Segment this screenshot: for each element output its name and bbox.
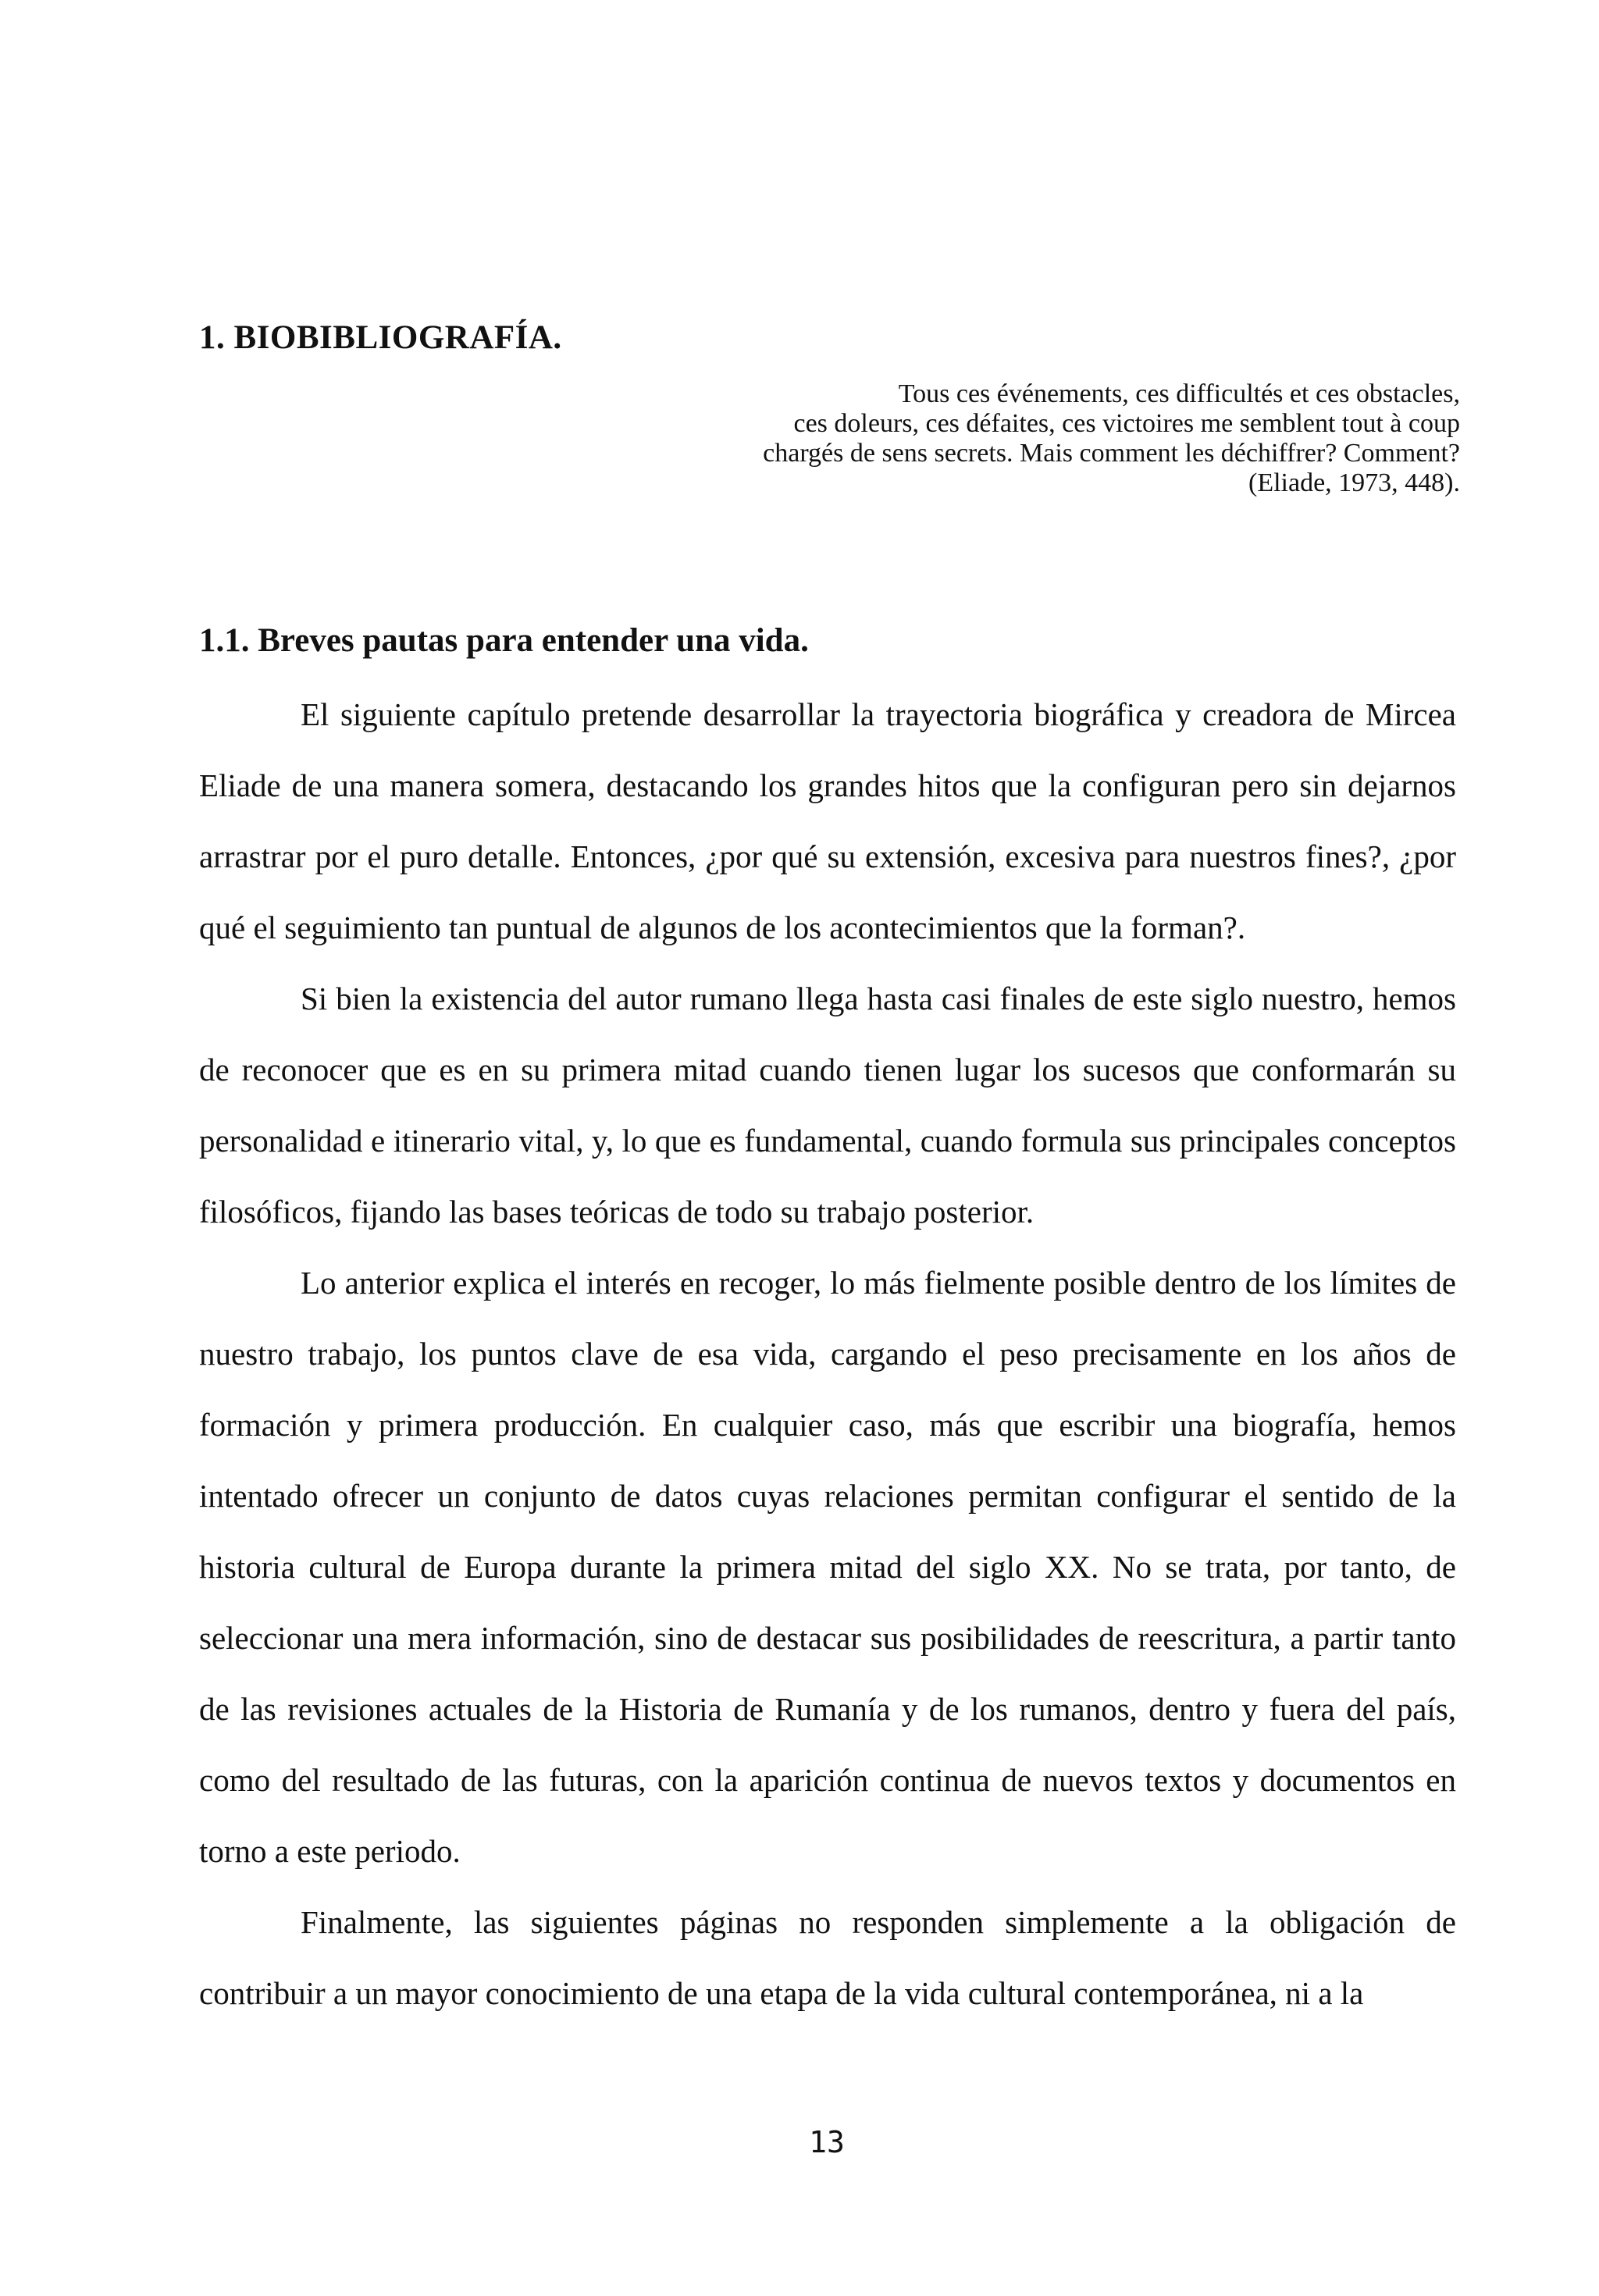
epigraph-citation: (Eliade, 1973, 448).: [1248, 468, 1460, 497]
epigraph-line: ces doleurs, ces défaites, ces victoires me semblent tout à coup: [793, 409, 1460, 438]
epigraph-line: Tous ces événements, ces difficultés et ces obstacles,: [898, 379, 1460, 408]
paragraph: El siguiente capítulo pretende desarrollar la trayectoria biográfica y creadora de Mircea Eliade de una manera somera, destacando los grandes hitos que la configuran pero sin dejarnos arrastrar por el puro detalle. Entonces, ¿por qué su extensión, excesiva para nuestros fines?, ¿por qué el seguimiento tan puntual de algunos de los acontecimientos que la forman?.: [199, 696, 1456, 945]
paragraph: Si bien la existencia del autor rumano llega hasta casi finales de este siglo nuestro, hemos de reconocer que es en su primera mitad cuando tienen lugar los sucesos que conformarán su personalidad e itinerario vital, y, lo que es fundamental, cuando formula sus principales conceptos filosóficos, fijando las bases teóricas de todo su trabajo posterior.: [199, 981, 1456, 1230]
chapter-title: 1. BIOBIBLIOGRAFÍA.: [199, 319, 562, 356]
epigraph-line: chargés de sens secrets. Mais comment les déchiffrer? Comment?: [763, 439, 1460, 468]
section-title: 1.1. Breves pautas para entender una vida.: [199, 622, 809, 659]
epigraph: [671, 379, 1460, 498]
paragraph: Lo anterior explica el interés en recoger, lo más fielmente posible dentro de los límites de nuestro trabajo, los puntos clave de esa vida, cargando el peso precisamente en los años de formación y primera producción. En cualquier caso, más que escribir una biografía, hemos intentado ofrecer un conjunto de datos cuyas relaciones permitan configurar el sentido de la historia cultural de Europa durante la primera mitad del siglo XX. No se trata, por tanto, de seleccionar una mera información, sino de destacar sus posibilidades de reescritura, a partir tanto de las revisiones actuales de la Historia de Rumanía y de los rumanos, dentro y fuera del país, como del resultado de las futuras, con la aparición continua de nuevos textos y documentos en torno a este periodo.: [199, 1265, 1456, 1869]
paragraph: Finalmente, las siguientes páginas no responden simplemente a la obligación de contribuir a un mayor conocimiento de una etapa de la vida cultural contemporánea, ni a la: [199, 1904, 1456, 2011]
body-text: [199, 679, 1456, 2029]
page-number: 13: [809, 2125, 845, 2159]
